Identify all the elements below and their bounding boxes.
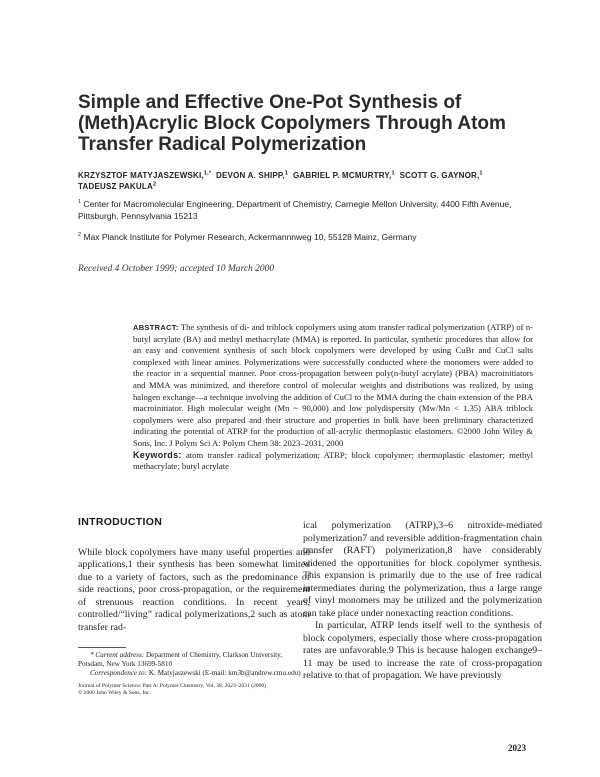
keywords: [133, 450, 533, 473]
author-2: DEVON A. SHIPP,$^1$: [216, 170, 289, 180]
left-column: [78, 516, 310, 634]
intro-paragraph-2: ical polymerization (ATRP),3–6 nitroxide-mediated polymerization7 and reversible addition-fragmentation chain transfer (RAFT) polymerization,8 have considerably widened the opportunities for block copolymer synthesis. This expansion is primarily due to the use of free radical intermediates during the polymerization, thus a large range of vinyl monomers may be utilized and the polymerization can take place under nonexacting reaction conditions.: [303, 520, 542, 619]
journal-citation: Journal of Polymer Science: Part A: Polymer Chemistry, Vol. 38, 2023–2031 (2000) © 2000 John Wiley & Sons, Inc.: [78, 682, 267, 696]
affiliation-1: $^1$ Center for Macromolecular Engineering, Department of Chemistry, Carnegie Mellon University, 4400 Fifth Avenue, Pittsburgh, Pennsylvania 15213: [78, 199, 512, 221]
footnote-correspondence: Correspondence to: K. Matyjaszewski (E-mail: km3b@andrew.cmu.edu): [90, 669, 301, 678]
intro-paragraph-1: While block copolymers have many useful properties and applications,1 their synthesis has been somewhat limited due to a variety of factors, such as the predominance of side reactions, poor cross-propagation, or the requirement of strenuous reaction conditions. In recent years, controlled/“living” radical polymerizations,2 such as atom transfer rad-: [78, 546, 310, 633]
author-5: TADEUSZ PAKULA$^2$: [78, 181, 157, 191]
affiliation-2: $^2$ Max Planck Institute for Polymer Research, Ackermannnweg 10, 55128 Mainz, Germany: [78, 232, 417, 242]
abstract-text: The synthesis of di- and triblock copolymers using atom transfer radical polymerization (ATRP) of n-butyl acrylate (BA) and methyl methacrylate (MMA) is reported. In particular, synthetic procedures that allow for an easy and convenient synthesis of such block copolymers were developed by using CuBr and CuCl salts complexed with linear amines. Polymerizations were successfully conducted where the monomers were added to the reactor in a sequential manner. Poor cross-propagation between poly(n-butyl acrylate) (PBA) macroinitiators and MMA was minimized, and therefore control of molecular weights and distributions was realized, by using halogen exchange—a technique involving the addition of CuCl to the MMA during the chain extension of the PBA macroinitiator. High molecular weight (Mn ~ 90,000) and low polydispersity (Mw/Mn < 1.35) ABA triblock copolymers were also prepared and their structure and properties in bulk have been preliminary characterized indicating the potential of ATRP for the production of all-acrylic thermoplastic elastomers. ©2000 John Wiley & Sons, Inc. J Polym Sci A: Polym Chem 38: 2023–2031, 2000: [133, 322, 533, 448]
footnotes: [78, 651, 310, 697]
page-number: 2023: [508, 743, 526, 753]
keywords-label: Keywords:: [133, 449, 182, 460]
section-heading-introduction: INTRODUCTION: [78, 516, 163, 528]
author-3: GABRIEL P. MCMURTRY,$^1$: [292, 170, 395, 180]
footnote-divider: [78, 647, 126, 648]
right-column: [303, 520, 542, 683]
article-title: Simple and Effective One-Pot Synthesis of (Meth)Acrylic Block Copolymers Through Atom Transfer Radical Polymerization: [78, 92, 506, 155]
received-dates: Received 4 October 1999; accepted 10 March 2000: [78, 264, 275, 274]
author-1: KRZYSZTOF MATYJASZEWSKI,$^{1,*}$: [78, 170, 212, 180]
author-list: [78, 170, 548, 192]
abstract-label: ABSTRACT:: [133, 323, 179, 332]
footnote-current-address: * Current address: Department of Chemistry, Clarkson University, Potsdam, New York 13699-5810: [78, 651, 282, 669]
abstract: [133, 322, 533, 473]
intro-paragraph-3: In particular, ATRP lends itself well to the synthesis of block copolymers, especially those where cross-propagation rates are unfavorable.9 This is because halogen exchange9–11 may be used to increase the rate of cross-propagation relative to that of propagation. We have previously: [303, 620, 542, 681]
keywords-text: atom transfer radical polymerization; ATRP; block copolymer; thermoplastic elastomer; methyl methacrylate; butyl acrylate: [133, 449, 533, 472]
author-4: SCOTT G. GAYNOR,$^1$: [399, 170, 483, 180]
